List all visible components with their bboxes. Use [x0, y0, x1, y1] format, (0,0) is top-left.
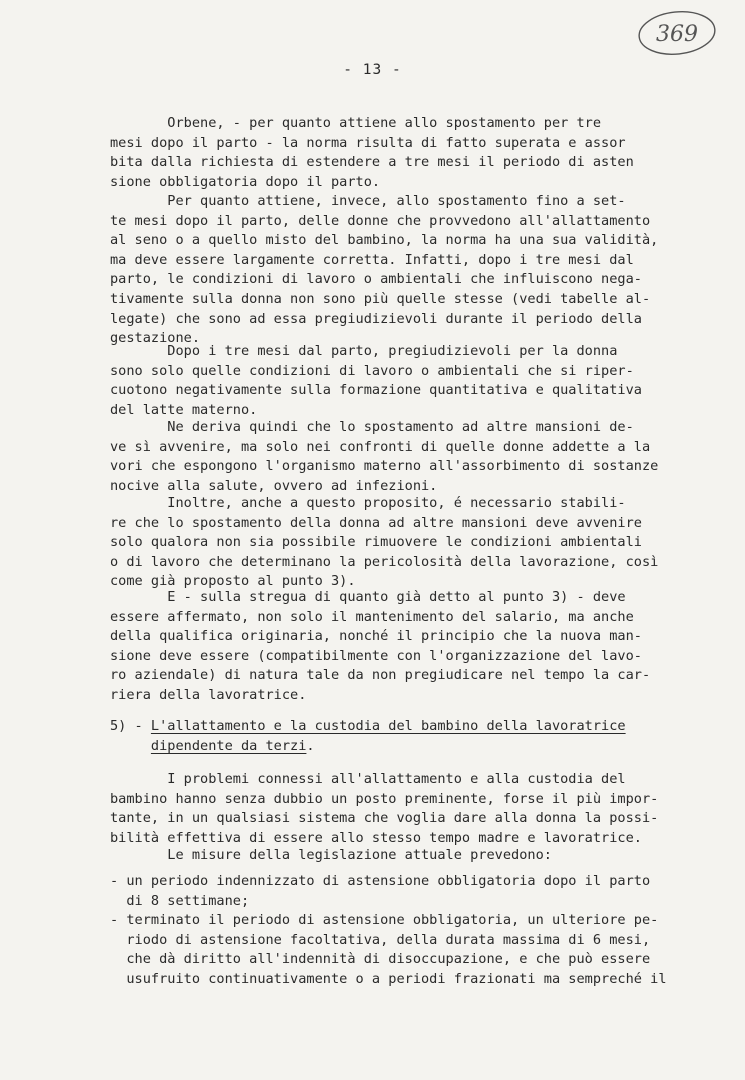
text-line: re che lo spostamento della donna ad altre mansioni deve avvenire	[110, 514, 642, 531]
text-line: I problemi connessi all'allattamento e alla custodia del	[110, 771, 626, 787]
paragraph-4	[110, 418, 658, 496]
text-line: o di lavoro che determinano la pericolosità della lavorazione, così	[110, 553, 659, 570]
paragraph-1	[110, 114, 634, 192]
text-line: sono solo quelle condizioni di lavoro o ambientali che si riper-	[110, 362, 634, 379]
paragraph-3	[110, 342, 642, 420]
text-line: come già proposto al punto 3).	[110, 573, 356, 590]
section-heading	[110, 716, 626, 756]
text-line: solo qualora non sia possibile rimuovere le condizioni ambientali	[110, 534, 642, 551]
paragraph-8	[110, 846, 552, 866]
text-line: nocive alla salute, ovvero ad infezioni.	[110, 477, 438, 494]
paragraph-2	[110, 192, 658, 349]
text-line: cuotono negativamente sulla formazione quantitativa e qualitativa	[110, 382, 642, 399]
text-line: Dopo i tre mesi dal parto, pregiudizievoli per la donna	[110, 343, 618, 359]
text-line: ma deve essere largamente corretta. Infatti, dopo i tre mesi dal	[110, 251, 634, 268]
text-line: bambino hanno senza dubbio un posto preminente, forse il più impor-	[110, 790, 659, 807]
text-line: te mesi dopo il parto, delle donne che provvedono all'allattamento	[110, 212, 651, 229]
list-item: riodo di astensione facoltativa, della durata massima di 6 mesi,	[110, 931, 651, 948]
text-line: legate) che sono ad essa pregiudizievoli durante il periodo della	[110, 310, 642, 327]
stamp-number: 369	[656, 22, 698, 47]
text-line: tivamente sulla donna non sono più quelle stesse (vedi tabelle al-	[110, 290, 651, 307]
text-line: Inoltre, anche a questo proposito, é necessario stabili-	[110, 495, 626, 511]
list-item: usufruito continuativamente o a periodi frazionati ma sempreché il	[110, 970, 667, 987]
text-line: Le misure della legislazione attuale prevedono:	[110, 847, 552, 863]
text-line: tante, in un qualsiasi sistema che voglia dare alla donna la possi-	[110, 810, 659, 827]
text-line: al seno o a quello misto del bambino, la norma ha una sua validità,	[110, 232, 659, 249]
text-line: sione deve essere (compatibilmente con l'organizzazione del lavo-	[110, 647, 642, 664]
text-line: della qualifica originaria, nonché il principio che la nuova man-	[110, 628, 642, 645]
page-number: - 13 -	[343, 62, 402, 78]
paragraph-7	[110, 770, 658, 848]
text-line: gestazione.	[110, 330, 201, 347]
text-line: bita dalla richiesta di estendere a tre mesi il periodo di asten	[110, 154, 634, 171]
list-item: di 8 settimane;	[110, 892, 250, 909]
text-line: vori che espongono l'organismo materno all'assorbimento di sostanze	[110, 458, 659, 475]
paragraph-5	[110, 494, 658, 592]
text-line: E - sulla stregua di quanto già detto al punto 3) - deve	[110, 589, 626, 605]
paragraph-6	[110, 588, 650, 706]
text-line: Orbene, - per quanto attiene allo spostamento per tre	[110, 115, 602, 131]
list-item: che dà diritto all'indennità di disoccupazione, e che può essere	[110, 951, 651, 968]
text-line: riera della lavoratrice.	[110, 686, 307, 703]
text-line: essere affermato, non solo il mantenimento del salario, ma anche	[110, 608, 634, 625]
bullet-list	[110, 872, 667, 990]
section-title-line-1: L'allattamento e la custodia del bambino della lavoratrice	[150, 718, 626, 734]
text-line: del latte materno.	[110, 401, 258, 418]
text-line: bilità effettiva di essere allo stesso tempo madre e lavoratrice.	[110, 829, 642, 846]
list-item: - un periodo indennizzato di astensione obbligatoria dopo il parto	[110, 873, 651, 889]
text-line: parto, le condizioni di lavoro o ambientali che influiscono nega-	[110, 271, 642, 288]
text-line: ro aziendale) di natura tale da non pregiudicare nel tempo la car-	[110, 667, 651, 684]
text-line: ve sì avvenire, ma solo nei confronti di quelle donne addette a la	[110, 438, 651, 455]
text-line: Ne deriva quindi che lo spostamento ad altre mansioni de-	[110, 419, 634, 435]
list-item: - terminato il periodo di astensione obbligatoria, un ulteriore pe-	[110, 912, 659, 929]
section-title-end: .	[306, 738, 315, 754]
text-line: sione obbligatoria dopo il parto.	[110, 173, 381, 190]
section-title-line-2: dipendente da terzi	[150, 738, 307, 754]
section-number: 5) -	[110, 718, 151, 734]
text-line: mesi dopo il parto - la norma risulta di fatto superata e assor	[110, 134, 626, 151]
archive-stamp	[636, 8, 718, 58]
text-line: Per quanto attiene, invece, allo spostamento fino a set-	[110, 193, 626, 209]
